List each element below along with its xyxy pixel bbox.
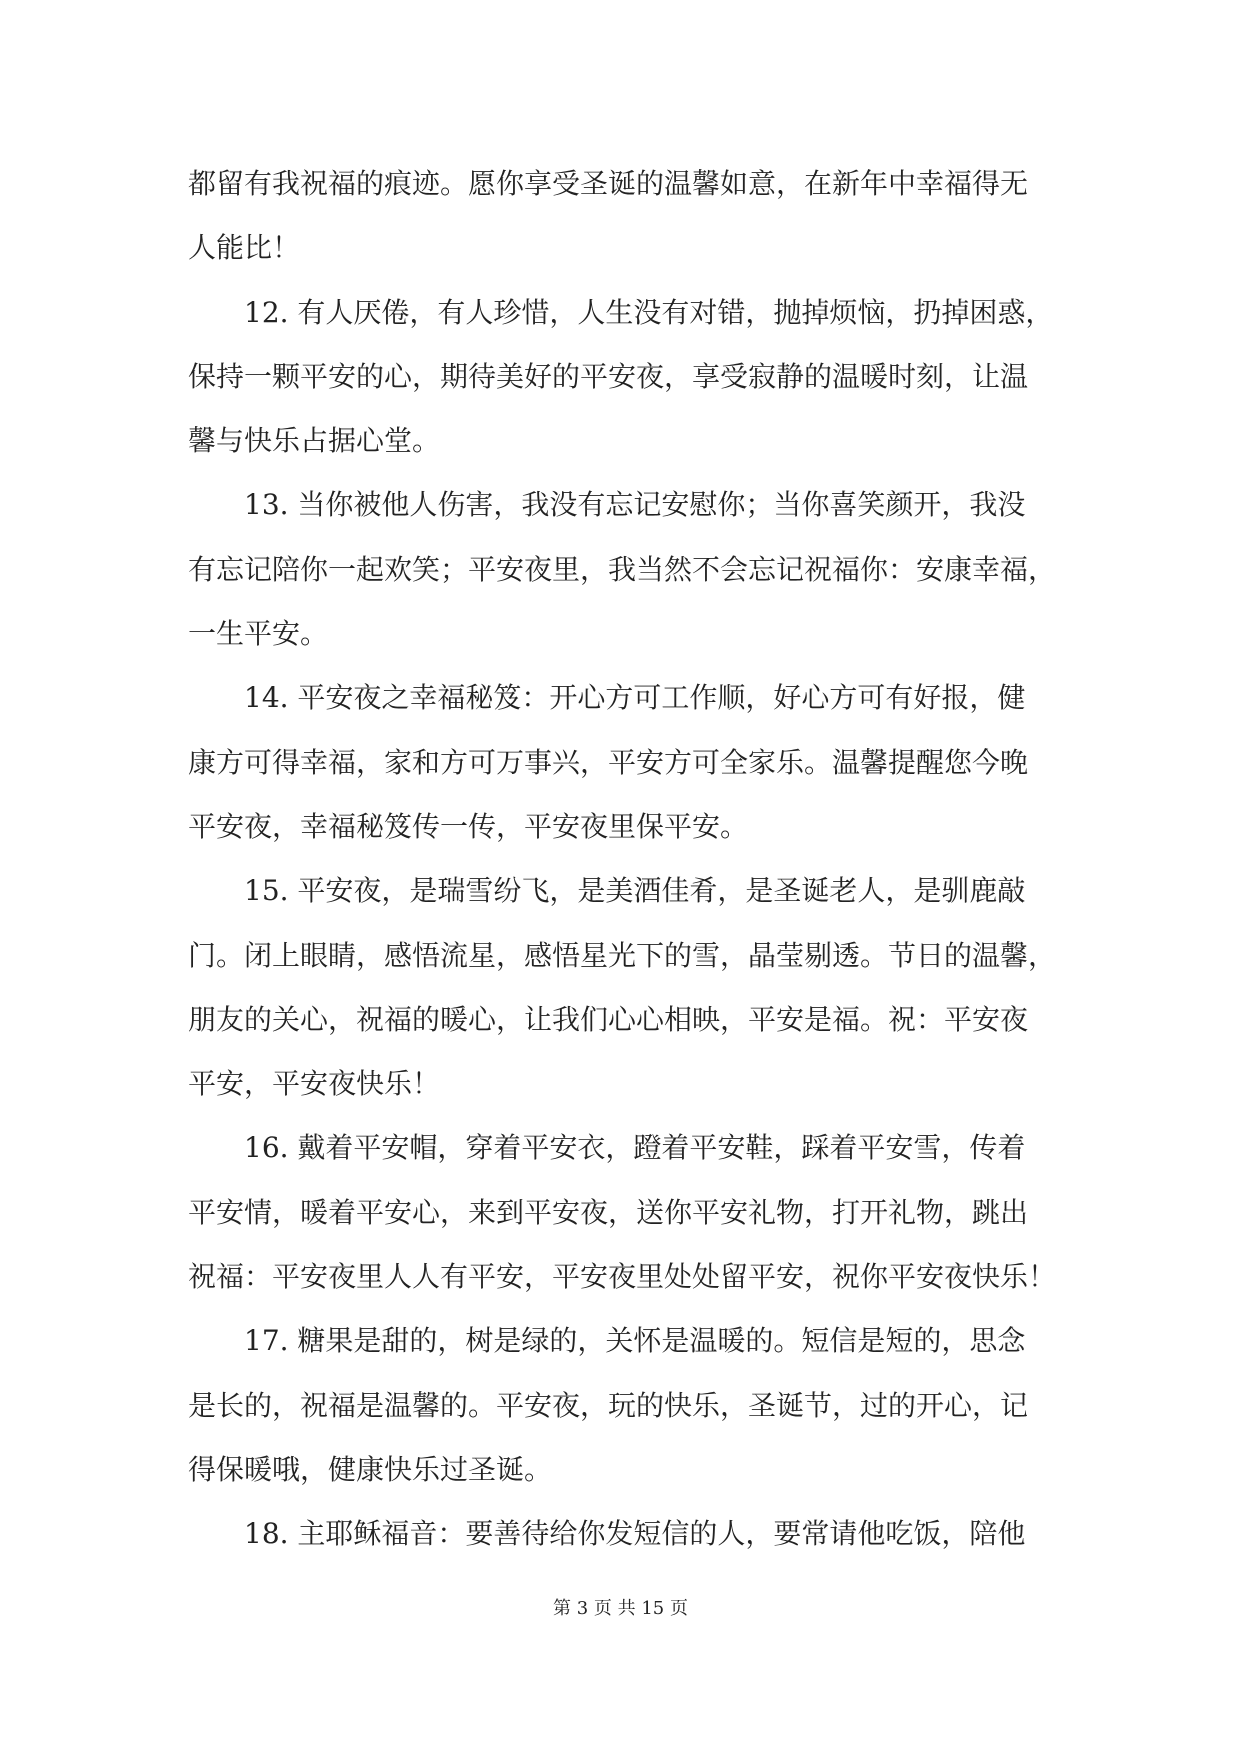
text-line: 是长的，祝福是温馨的。平安夜，玩的快乐，圣诞节，过的开心，记 [188, 1388, 1029, 1422]
text-line: 15. 平安夜，是瑞雪纷飞，是美酒佳肴，是圣诞老人，是驯鹿敲 [244, 874, 1026, 908]
text-line: 17. 糖果是甜的，树是绿的，关怀是温暖的。短信是短的，思念 [244, 1324, 1026, 1358]
paragraph [188, 473, 1058, 666]
text-line: 康方可得幸福，家和方可万事兴，平安方可全家乐。温馨提醒您今晚 [188, 745, 1029, 779]
text-line: 平安，平安夜快乐！ [188, 1067, 441, 1101]
text-line: 保持一颗平安的心，期待美好的平安夜，享受寂静的温暖时刻，让温 [188, 359, 1029, 393]
paragraph [188, 152, 1058, 281]
text-line: 都留有我祝福的痕迹。愿你享受圣诞的温馨如意，在新年中幸福得无 [188, 167, 1029, 200]
paragraph [188, 1309, 1058, 1502]
text-line: 人能比！ [188, 231, 301, 265]
text-line: 14. 平安夜之幸福秘笈：开心方可工作顺，好心方可有好报，健 [244, 681, 1026, 715]
document-body [188, 152, 1058, 1567]
paragraph [188, 281, 1058, 474]
paragraph [188, 666, 1058, 859]
text-line: 13. 当你被他人伤害，我没有忘记安慰你；当你喜笑颜开，我没 [244, 488, 1026, 522]
paragraph [188, 1502, 1058, 1566]
text-line: 有忘记陪你一起欢笑；平安夜里，我当然不会忘记祝福你：安康幸福， [188, 552, 1057, 586]
text-line: 祝福：平安夜里人人有平安，平安夜里处处留平安，祝你平安夜快乐！ [188, 1260, 1057, 1294]
text-line: 门。闭上眼睛，感悟流星，感悟星光下的雪，晶莹剔透。节日的温馨， [188, 938, 1057, 972]
text-line: 平安情，暖着平安心，来到平安夜，送你平安礼物，打开礼物，跳出 [188, 1195, 1029, 1229]
text-line: 得保暖哦，健康快乐过圣诞。 [188, 1452, 553, 1486]
text-line: 12. 有人厌倦，有人珍惜，人生没有对错，抛掉烦恼，扔掉困惑， [244, 295, 1054, 329]
text-line: 平安夜，幸福秘笈传一传，平安夜里保平安。 [188, 809, 749, 843]
text-line: 朋友的关心，祝福的暖心，让我们心心相映，平安是福。祝：平安夜 [188, 1002, 1029, 1036]
text-line: 18. 主耶稣福音：要善待给你发短信的人，要常请他吃饭，陪他 [244, 1517, 1026, 1551]
text-line: 16. 戴着平安帽，穿着平安衣，蹬着平安鞋，踩着平安雪，传着 [244, 1131, 1026, 1165]
paragraph [188, 859, 1058, 1116]
paragraph [188, 1116, 1058, 1309]
text-line: 馨与快乐占据心堂。 [188, 424, 441, 458]
text-line: 一生平安。 [188, 617, 329, 651]
page-footer: 第 3 页 共 15 页 [553, 1598, 688, 1619]
